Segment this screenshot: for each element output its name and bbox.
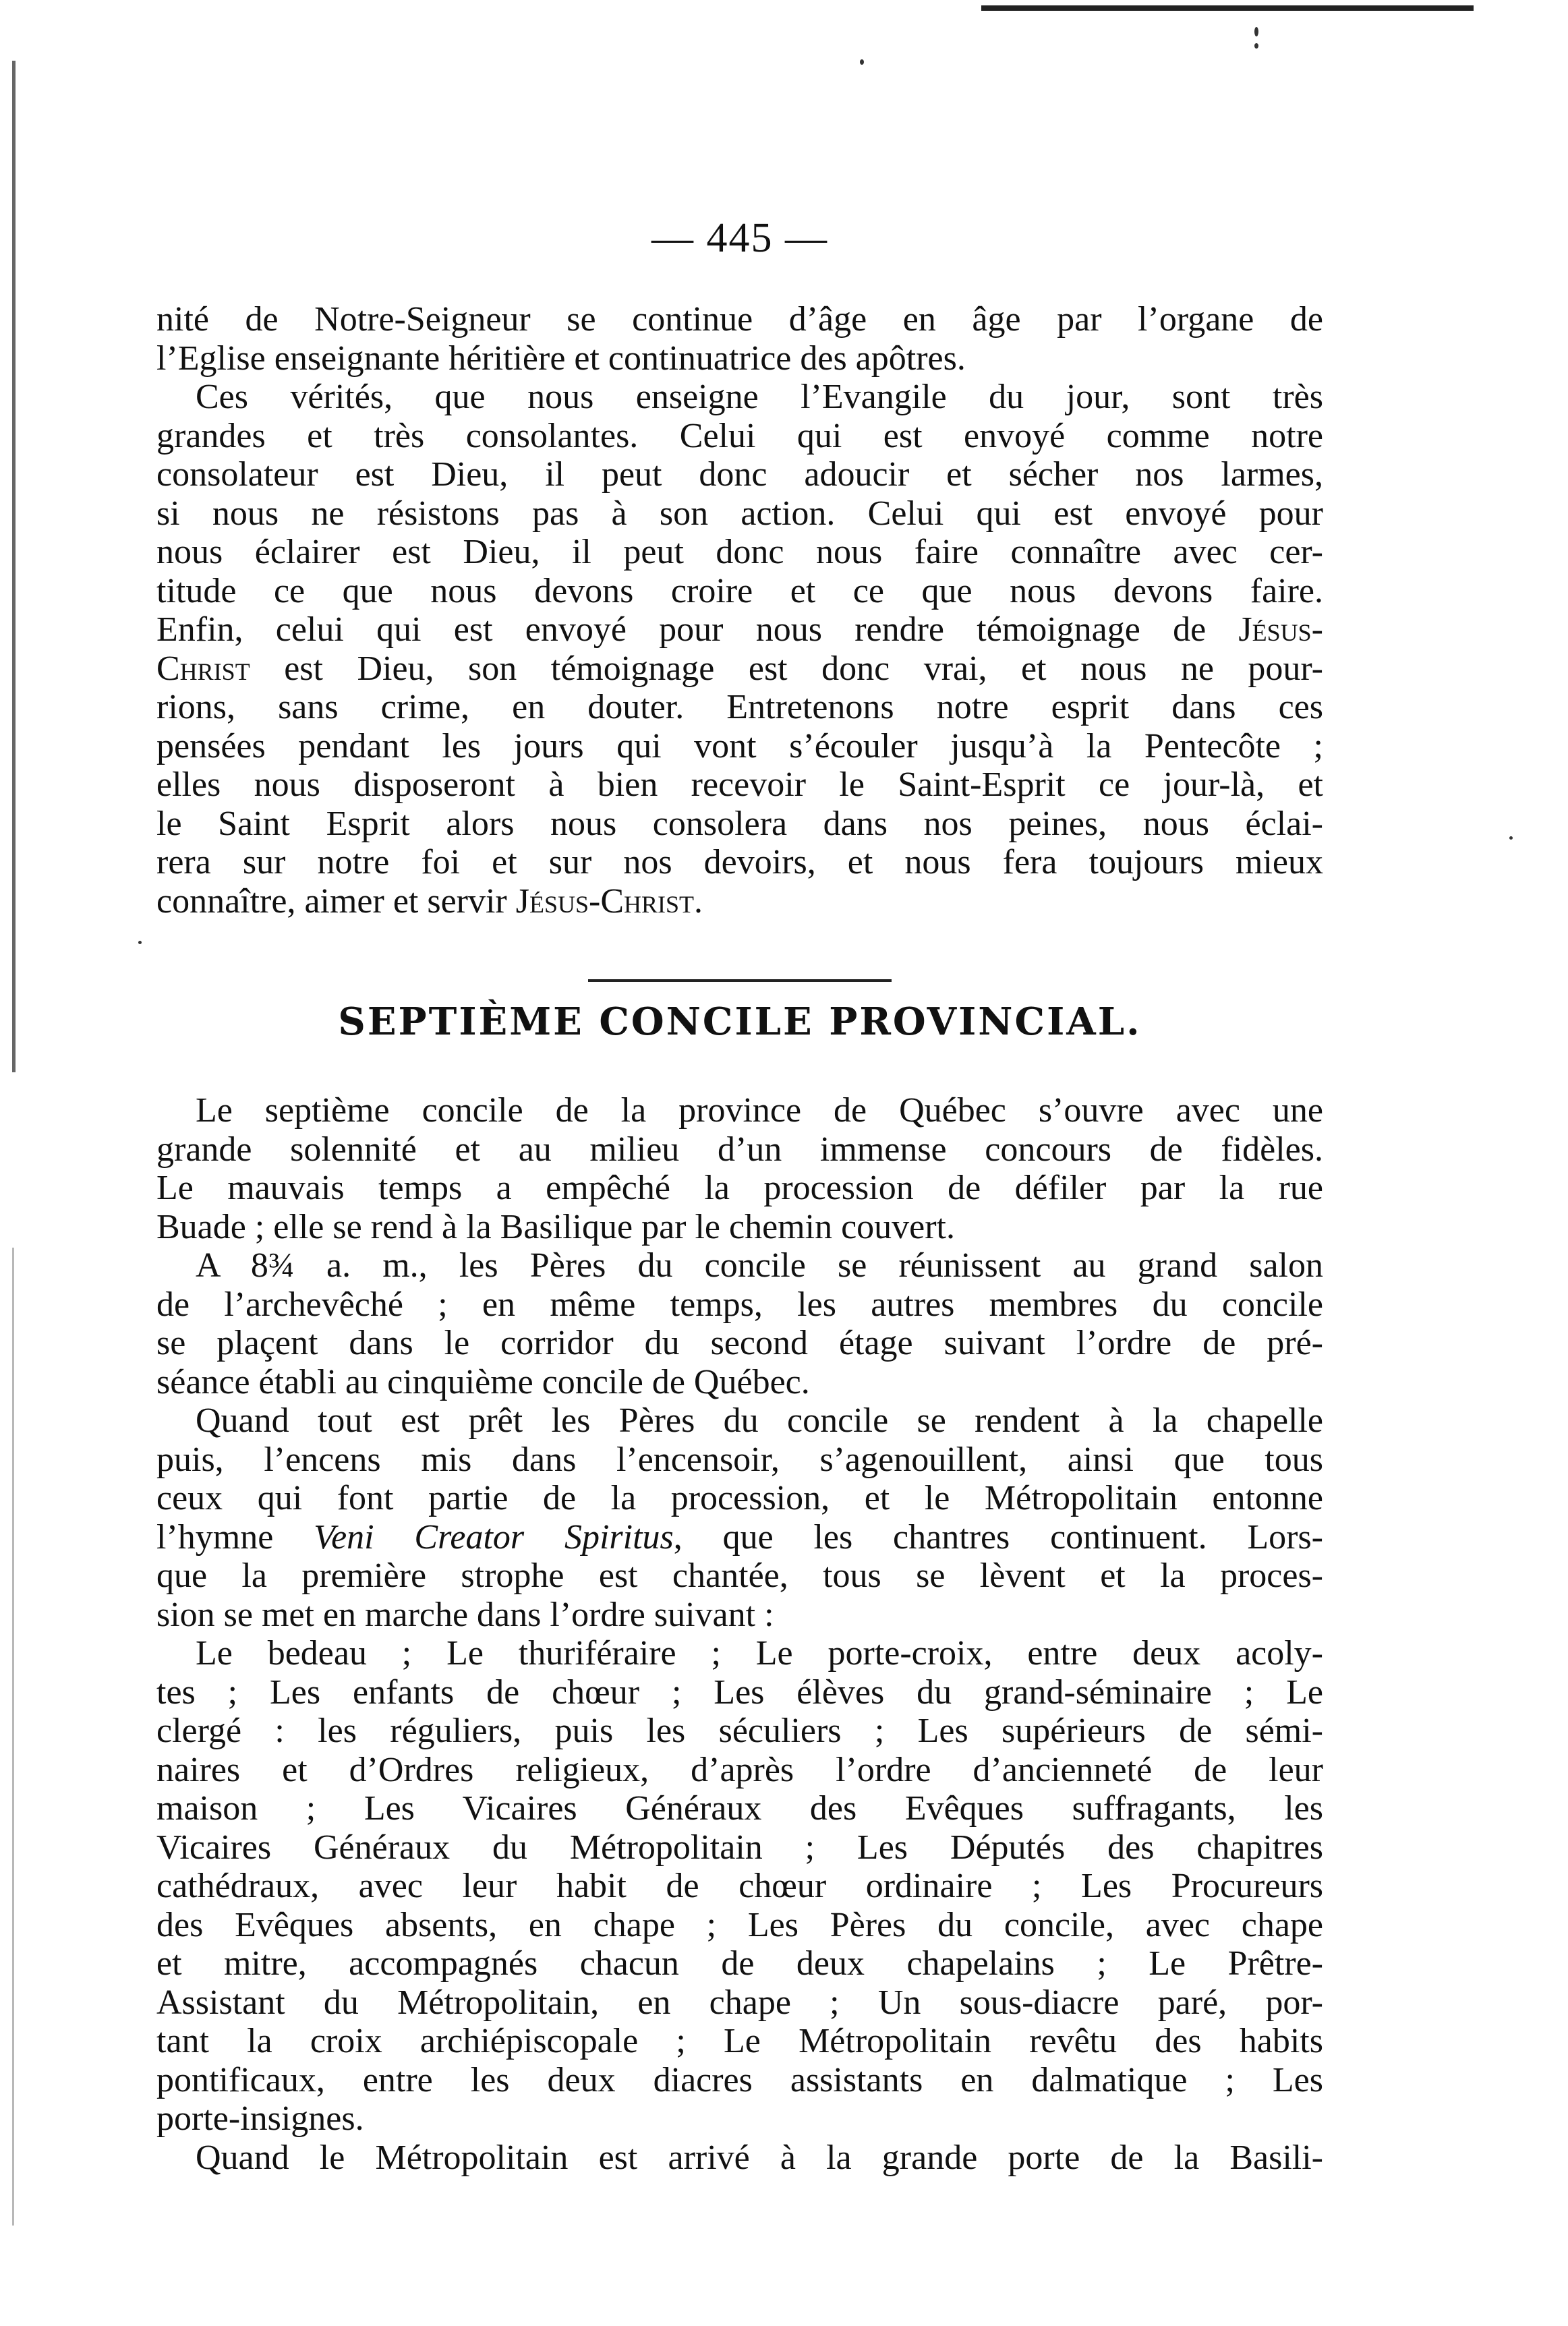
text-fragment: est Dieu, son témoignage est donc vrai, et nous ne pour- <box>250 649 1323 688</box>
speck <box>1254 27 1258 36</box>
text-line: Le septième concile de la province de Québec s’ouvre avec une <box>196 1091 1323 1130</box>
text-line <box>156 610 1323 649</box>
paragraph-1 <box>156 300 1323 378</box>
text-fragment: . <box>694 881 703 921</box>
paragraph-3 <box>156 1091 1323 1246</box>
text-line: Quand le Métropolitain est arrivé à la grande porte de la Basili- <box>196 2139 1323 2177</box>
text-line: Le bedeau ; Le thuriféraire ; Le porte-croix, entre deux acoly- <box>196 1634 1323 1673</box>
speck <box>1509 836 1513 840</box>
margin-line <box>12 61 16 1072</box>
text-line: nous éclairer est Dieu, il peut donc nous faire connaître avec cer- <box>156 533 1323 571</box>
text-line: porte-insignes. <box>156 2099 364 2138</box>
text-line: tant la croix archiépiscopale ; Le Métropolitain revêtu des habits <box>156 2022 1323 2060</box>
text-line: Le mauvais temps a empêché la procession de défiler par la rue <box>156 1169 1323 1207</box>
text-line: sion se met en marche dans l’ordre suivant : <box>156 1595 774 1634</box>
speck <box>138 941 142 944</box>
text-line: grande solennité et au milieu d’un immense concours de fidèles. <box>156 1130 1323 1169</box>
speck <box>1254 43 1258 49</box>
text-line: titude ce que nous devons croire et ce que nous devons faire. <box>156 571 1323 610</box>
text-line: tes ; Les enfants de chœur ; Les élèves du grand-séminaire ; Le <box>156 1673 1323 1712</box>
text-line: des Evêques absents, en chape ; Les Pères du concile, avec chape <box>156 1905 1323 1944</box>
text-line: l’Eglise enseignante héritière et continuatrice des apôtres. <box>156 339 966 378</box>
text-line: pontificaux, entre les deux diacres assistants en dalmatique ; Les <box>156 2060 1323 2099</box>
text-line: naires et d’Ordres religieux, d’après l’ordre d’ancienneté de leur <box>156 1750 1323 1789</box>
text-line: séance établi au cinquième concile de Québec. <box>156 1362 810 1401</box>
page-number: — 445 — <box>651 215 828 261</box>
name-christ: Christ <box>156 649 250 688</box>
text-fragment: l’hymne <box>156 1517 314 1557</box>
text-line: A 8¾ a. m., les Pères du concile se réunissent au grand salon <box>196 1246 1323 1285</box>
text-line: se plaçent dans le corridor du second étage suivant l’ordre de pré- <box>156 1324 1323 1362</box>
top-rule <box>981 5 1474 11</box>
text-line: de l’archevêché ; en même temps, les autres membres du concile <box>156 1285 1323 1324</box>
paragraph-2 <box>156 378 1323 921</box>
text-line: grandes et très consolantes. Celui qui est envoyé comme notre <box>156 416 1323 455</box>
text-line: puis, l’encens mis dans l’encensoir, s’agenouillent, ainsi que tous <box>156 1440 1323 1479</box>
text-line: rions, sans crime, en douter. Entretenons notre esprit dans ces <box>156 688 1323 726</box>
text-fragment: , que les chantres continuent. Lors- <box>673 1517 1323 1557</box>
paragraph-6 <box>156 1634 1323 2139</box>
text-line: et mitre, accompagnés chacun de deux chapelains ; Le Prêtre- <box>156 1944 1323 1983</box>
text-line: clergé : les réguliers, puis les séculiers ; Les supérieurs de sémi- <box>156 1712 1323 1750</box>
name-jesus: Jésus- <box>1238 610 1323 649</box>
hymn-title: Veni Creator Spiritus <box>314 1517 674 1557</box>
text-fragment: Enfin, celui qui est envoyé pour nous rendre témoignage de <box>156 610 1239 649</box>
text-line <box>156 882 1323 921</box>
text-line: le Saint Esprit alors nous consolera dans nos peines, nous éclai- <box>156 804 1323 843</box>
text-line: que la première strophe est chantée, tous se lèvent et la proces- <box>156 1557 1323 1595</box>
name-jesus-christ: Jésus-Christ <box>515 881 695 921</box>
text-line: ceux qui font partie de la procession, et le Métropolitain entonne <box>156 1479 1323 1517</box>
text-line: si nous ne résistons pas à son action. Celui qui est envoyé pour <box>156 494 1323 533</box>
text-line: Quand tout est prêt les Pères du concile se rendent à la chapelle <box>196 1401 1323 1440</box>
text-line: nité de Notre-Seigneur se continue d’âge en âge par l’organe de <box>156 300 1323 339</box>
text-line: maison ; Les Vicaires Généraux des Evêques suffragants, les <box>156 1789 1323 1828</box>
text-line: Ces vérités, que nous enseigne l’Evangile du jour, sont très <box>196 378 1323 416</box>
section-divider <box>588 979 892 982</box>
text-line <box>156 649 1323 689</box>
section-title: SEPTIÈME CONCILE PROVINCIAL. <box>338 999 1142 1044</box>
text-line: cathédraux, avec leur habit de chœur ordinaire ; Les Procureurs <box>156 1867 1323 1905</box>
text-line <box>156 1518 1323 1557</box>
text-fragment: connaître, aimer et servir <box>156 881 516 921</box>
text-line: Assistant du Métropolitain, en chape ; Un sous-diacre paré, por- <box>156 1983 1323 2022</box>
text-line: pensées pendant les jours qui vont s’écouler jusqu’à la Pentecôte ; <box>156 726 1323 765</box>
text-line: rera sur notre foi et sur nos devoirs, et nous fera toujours mieux <box>156 843 1323 881</box>
margin-line-lower <box>12 1248 14 2226</box>
text-line: Vicaires Généraux du Métropolitain ; Les Députés des chapitres <box>156 1828 1323 1867</box>
text-line: elles nous disposeront à bien recevoir le Saint-Esprit ce jour-là, et <box>156 765 1323 804</box>
text-line: consolateur est Dieu, il peut donc adoucir et sécher nos larmes, <box>156 455 1323 494</box>
paragraph-7 <box>156 2139 1323 2178</box>
paragraph-4 <box>156 1246 1323 1401</box>
text-line: Buade ; elle se rend à la Basilique par le chemin couvert. <box>156 1207 955 1246</box>
speck <box>860 59 864 65</box>
paragraph-5 <box>156 1401 1323 1634</box>
